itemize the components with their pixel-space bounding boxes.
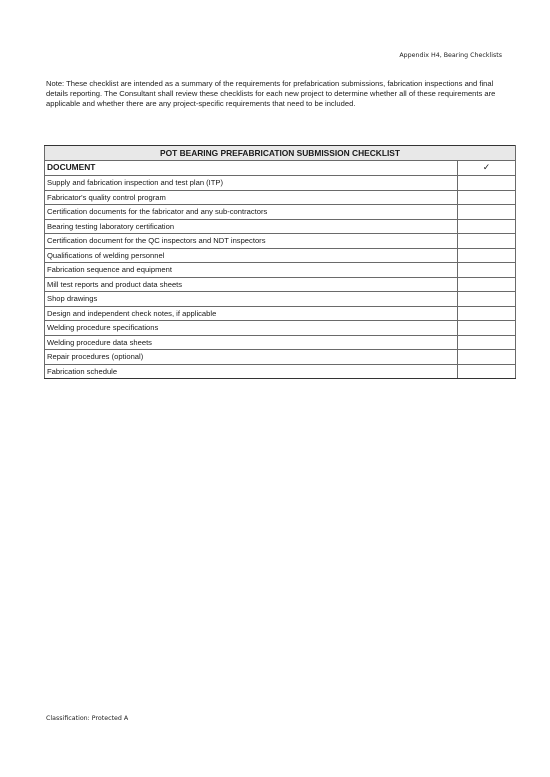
checklist-row	[45, 350, 516, 365]
checklist-item-checkbox[interactable]	[458, 277, 516, 292]
checklist-item-checkbox[interactable]	[458, 219, 516, 234]
checklist-header-row	[45, 161, 516, 176]
checklist-note: Note: These checklist are intended as a summary of the requirements for prefabrication submissions, fabrication inspections and final details reporting. The Consultant shall review these checklists for each new project to determine whether all of these requirements are applicable and whether there are any project-specific requirements that need to be included.	[46, 79, 496, 108]
checklist-item-label: Fabrication sequence and equipment	[45, 263, 458, 278]
checklist-row	[45, 205, 516, 220]
checklist-item-label: Shop drawings	[45, 292, 458, 307]
checklist-row	[45, 219, 516, 234]
checklist-row	[45, 248, 516, 263]
checklist-item-checkbox[interactable]	[458, 321, 516, 336]
checklist-item-checkbox[interactable]	[458, 248, 516, 263]
checklist-item-label: Fabricator's quality control program	[45, 190, 458, 205]
checklist-item-label: Certification document for the QC inspectors and NDT inspectors	[45, 234, 458, 249]
checklist-item-label: Repair procedures (optional)	[45, 350, 458, 365]
checklist-body	[45, 146, 516, 379]
checklist-row	[45, 364, 516, 379]
checklist-item-label: Design and independent check notes, if applicable	[45, 306, 458, 321]
checklist-row	[45, 234, 516, 249]
checklist-row	[45, 190, 516, 205]
checklist-item-checkbox[interactable]	[458, 350, 516, 365]
checklist-item-label: Mill test reports and product data sheets	[45, 277, 458, 292]
checklist-item-label: Welding procedure data sheets	[45, 335, 458, 350]
checklist-title-row	[45, 146, 516, 161]
classification-label: Classification: Protected A	[46, 715, 129, 722]
checklist-item-checkbox[interactable]	[458, 234, 516, 249]
checklist-item-checkbox[interactable]	[458, 176, 516, 191]
checklist-item-checkbox[interactable]	[458, 205, 516, 220]
checklist-item-label: Fabrication schedule	[45, 364, 458, 379]
checklist-item-checkbox[interactable]	[458, 335, 516, 350]
checklist-item-label: Supply and fabrication inspection and test plan (ITP)	[45, 176, 458, 191]
checklist-item-label: Qualifications of welding personnel	[45, 248, 458, 263]
checklist-item-checkbox[interactable]	[458, 190, 516, 205]
checklist-row	[45, 306, 516, 321]
checklist-row	[45, 263, 516, 278]
check-column-header	[458, 161, 516, 176]
document-column-header: DOCUMENT	[45, 161, 458, 176]
checkmark-icon: ✓	[482, 163, 491, 173]
prefabrication-checklist-table	[44, 145, 516, 379]
checklist-item-label: Bearing testing laboratory certification	[45, 219, 458, 234]
checklist-item-checkbox[interactable]	[458, 364, 516, 379]
checklist-item-checkbox[interactable]	[458, 306, 516, 321]
checklist-row	[45, 292, 516, 307]
checklist-item-label: Certification documents for the fabricator and any sub-contractors	[45, 205, 458, 220]
checklist-item-label: Welding procedure specifications	[45, 321, 458, 336]
checklist-row	[45, 176, 516, 191]
checklist-title: POT BEARING PREFABRICATION SUBMISSION CHECKLIST	[45, 146, 516, 161]
checklist-row	[45, 321, 516, 336]
checklist-row	[45, 335, 516, 350]
checklist-row	[45, 277, 516, 292]
checklist-item-checkbox[interactable]	[458, 292, 516, 307]
page-header-reference: Appendix H4, Bearing Checklists	[399, 52, 502, 59]
checklist-item-checkbox[interactable]	[458, 263, 516, 278]
